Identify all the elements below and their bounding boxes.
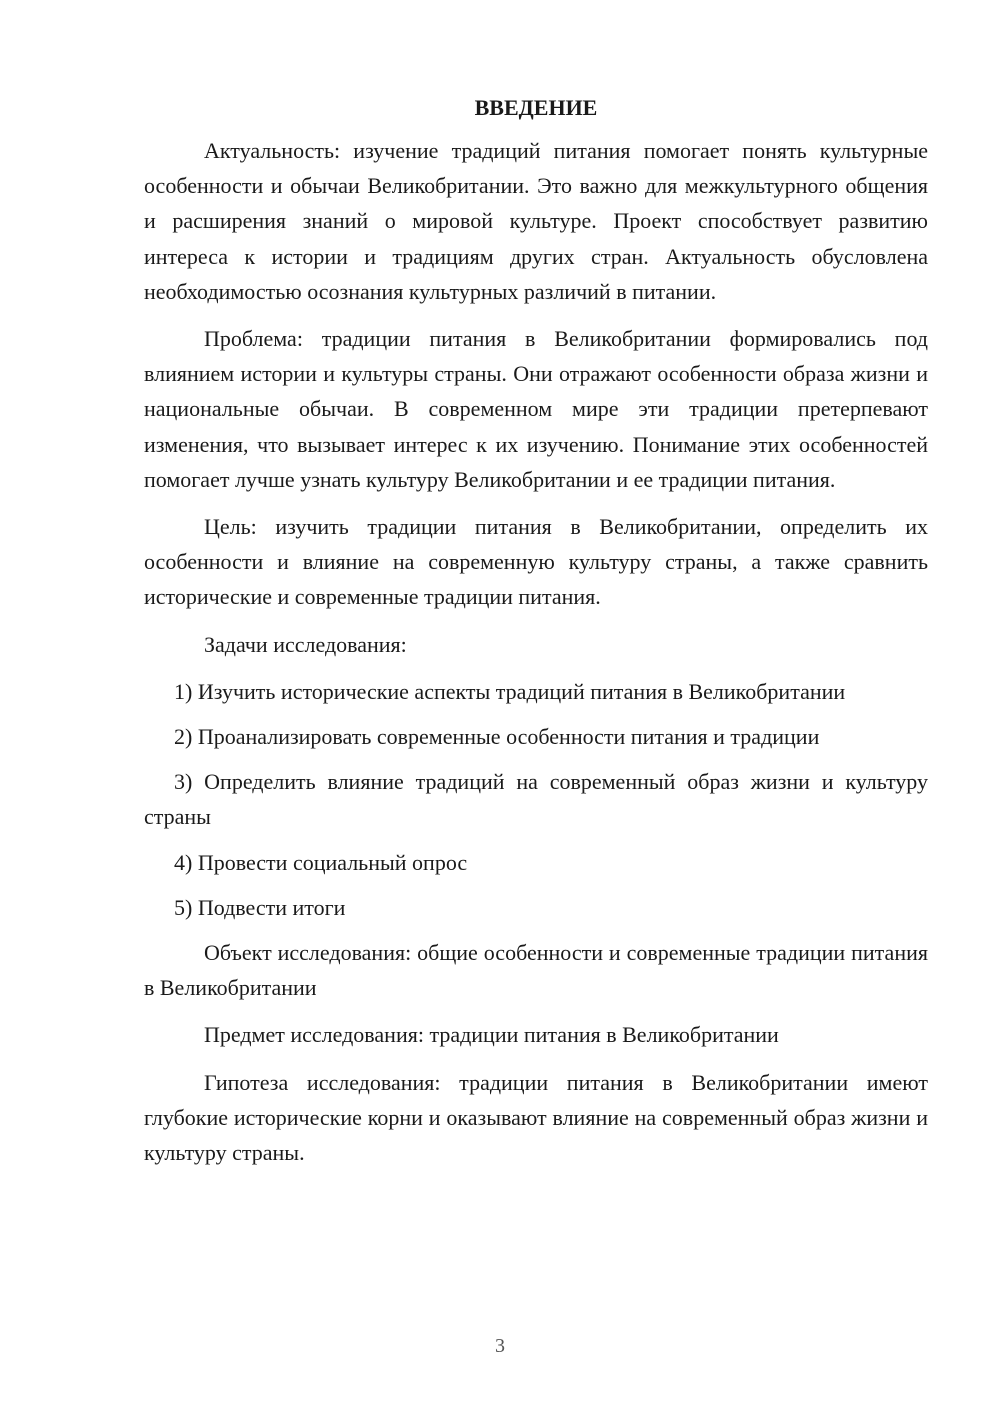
task-item-2: 2) Проанализировать современные особенности питания и традиции: [174, 724, 820, 750]
hypothesis-paragraph: Гипотеза исследования: традиции питания в Великобритании имеют глубокие исторические корни и оказывают влияние на современный образ жизни и культуру страны.: [144, 1069, 928, 1166]
task-item-5: 5) Подвести итоги: [174, 894, 346, 920]
subject-paragraph: Предмет исследования: традиции питания в Великобритании: [204, 1022, 779, 1048]
goal-paragraph: Цель: изучить традиции питания в Великобритании, определить их особенности и влияние на современную культуру страны, а также сравнить исторические и современные традиции питания.: [144, 514, 928, 610]
relevance-paragraph: Актуальность: изучение традиций питания помогает понять культурные особенности и обычаи Великобритании. Это важно для межкультурного общения и расширения знаний о мировой культуре. Проект способствует развитию интереса к истории и традициям других стран. Актуальность обусловлена необходимостью осознания культурных различий в питании.: [144, 138, 928, 304]
document-page: [144, 90, 928, 1180]
task-item-3: 3) Определить влияние традиций на современный образ жизни и культуру страны: [144, 769, 928, 830]
tasks-heading: Задачи исследования:: [204, 631, 407, 657]
problem-paragraph: Проблема: традиции питания в Великобритании формировались под влиянием истории и культуры страны. Они отражают особенности образа жизни и национальные обычаи. В современном мире эти традиции претерпевают изменения, что вызывает интерес к их изучению. Понимание этих особенностей помогает лучше узнать культуру Великобритании и ее традиции питания.: [144, 326, 928, 492]
object-paragraph: Объект исследования: общие особенности и современные традиции питания в Великобритании: [144, 940, 928, 1001]
task-item-1: 1) Изучить исторические аспекты традиций питания в Великобритании: [174, 678, 846, 704]
page-number: 3: [495, 1335, 505, 1357]
section-heading: ВВЕДЕНИЕ: [474, 95, 598, 120]
task-item-4: 4) Провести социальный опрос: [174, 849, 468, 875]
